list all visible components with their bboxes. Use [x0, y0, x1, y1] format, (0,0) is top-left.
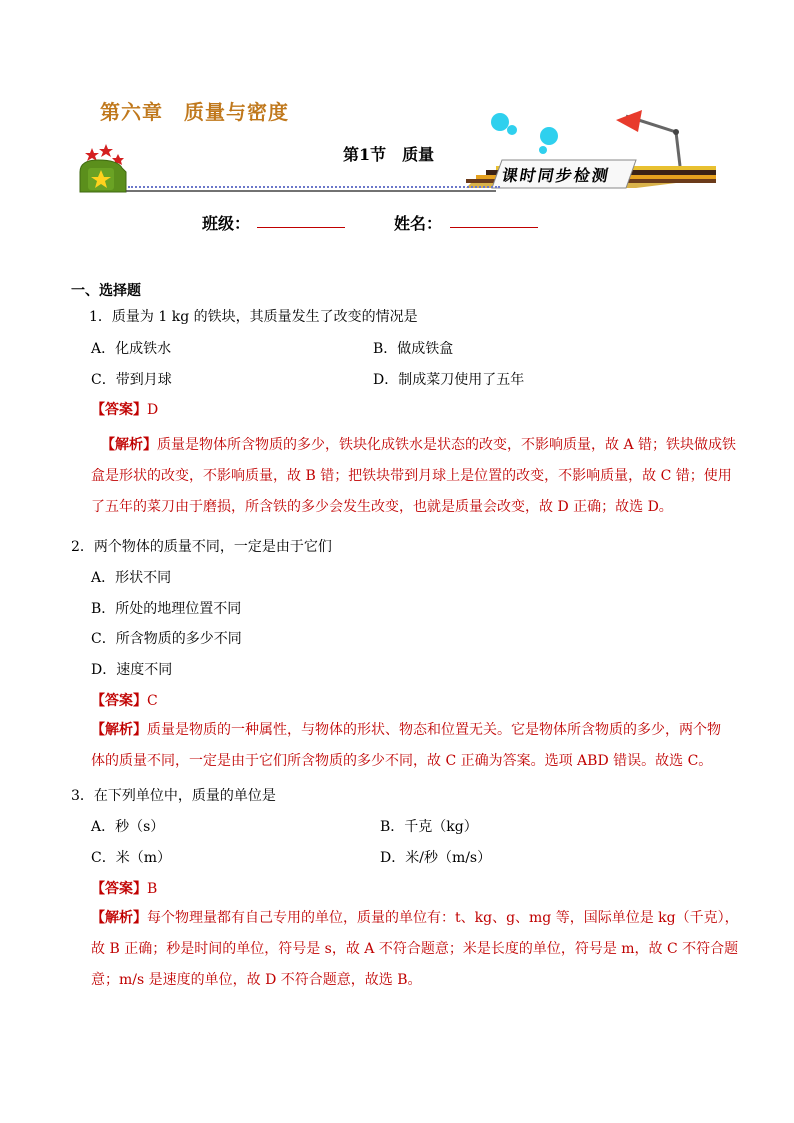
- class-label: 班级：: [202, 214, 251, 233]
- section-title: 第1节 质量: [343, 145, 435, 164]
- section-heading: 一、选择题: [71, 283, 141, 299]
- name-label: 姓名：: [394, 214, 443, 233]
- question-1-option-c: C．带到月球: [91, 372, 172, 388]
- explanation-line: 意；m/s 是速度的单位，故 D 不符合题意，故选 B。: [91, 972, 422, 988]
- banner-label: 课时同步检测: [500, 166, 612, 185]
- question-1-option-a: A．化成铁水: [91, 341, 172, 357]
- answer-value: C: [147, 693, 158, 709]
- explanation-line: 【解析】质量是物体所含物质的多少，铁块化成铁水是状态的改变，不影响质量，故 A 错；铁块做成铁: [101, 437, 737, 453]
- explanation-line: 体的质量不同，一定是由于它们所含物质的多少不同，故 C 正确为答案。选项 ABD 错误。故选 C。: [91, 753, 713, 769]
- question-1-explanation: [101, 430, 741, 461]
- answer-value: D: [147, 402, 159, 418]
- red-star-icon: [99, 144, 113, 157]
- question-2-explanation: 【解析】质量是物质的一种属性，与物体的形状、物态和位置无关。它是物体所含物质的多少，两个物: [91, 722, 721, 738]
- bubble-icon: [507, 125, 517, 135]
- explanation-label: 【解析】: [101, 437, 157, 453]
- dotted-divider: [128, 186, 500, 188]
- question-2-option-b: B．所处的地理位置不同: [91, 601, 242, 617]
- bubble-icon: [539, 146, 547, 154]
- class-field[interactable]: [257, 227, 345, 228]
- question-3-option-c: C．米（m）: [91, 850, 171, 866]
- explanation-line: 盒是形状的改变，不影响质量，故 B 错；把铁块带到月球上是位置的改变，不影响质量，故 C 错；使用: [91, 468, 732, 484]
- explanation-line: 故 B 正确；秒是时间的单位，符号是 s，故 A 不符合题意；米是长度的单位，符号是 m，故 C 不符合题: [91, 941, 739, 957]
- question-2-option-c: C．所含物质的多少不同: [91, 631, 242, 647]
- question-1-option-d: D．制成菜刀使用了五年: [373, 372, 525, 388]
- question-3-option-d: D．米/秒（m/s）: [380, 850, 492, 866]
- answer-label: 【答案】: [91, 693, 147, 709]
- question-1-answer: [91, 399, 158, 419]
- question-3-answer: [91, 878, 157, 898]
- answer-value: B: [147, 881, 158, 897]
- bubble-icon: [491, 113, 509, 131]
- explanation-line: 了五年的菜刀由于磨损，所含铁的多少会发生改变，也就是质量会改变，故 D 正确；故选 D。: [91, 499, 673, 515]
- explanation-label: 【解析】: [91, 722, 147, 738]
- question-2-option-a: A．形状不同: [91, 570, 172, 586]
- bubble-icon: [540, 127, 558, 145]
- question-3-option-b: B．千克（kg）: [380, 819, 478, 835]
- question-1-option-b: B．做成铁盒: [373, 341, 454, 357]
- question-1-stem: 1．质量为 1 kg 的铁块，其质量发生了改变的情况是: [89, 309, 418, 325]
- question-2-answer: [91, 690, 158, 710]
- lamp-icon: [616, 110, 680, 166]
- question-3-option-a: A．秒（s）: [91, 819, 165, 835]
- red-star-icon: [85, 148, 99, 161]
- answer-label: 【答案】: [91, 402, 147, 418]
- question-2-stem: 2．两个物体的质量不同，一定是由于它们: [71, 539, 332, 555]
- explanation-label: 【解析】: [91, 910, 147, 926]
- question-2-option-d: D．速度不同: [91, 662, 173, 678]
- name-field[interactable]: [450, 227, 538, 228]
- answer-label: 【答案】: [91, 881, 147, 897]
- question-3-stem: 3．在下列单位中，质量的单位是: [71, 788, 276, 804]
- question-3-explanation: 【解析】每个物理量都有自己专用的单位，质量的单位有：t、kg、g、mg 等，国际单位是 kg（千克），: [91, 910, 739, 926]
- chapter-title: 第六章 质量与密度: [100, 100, 289, 124]
